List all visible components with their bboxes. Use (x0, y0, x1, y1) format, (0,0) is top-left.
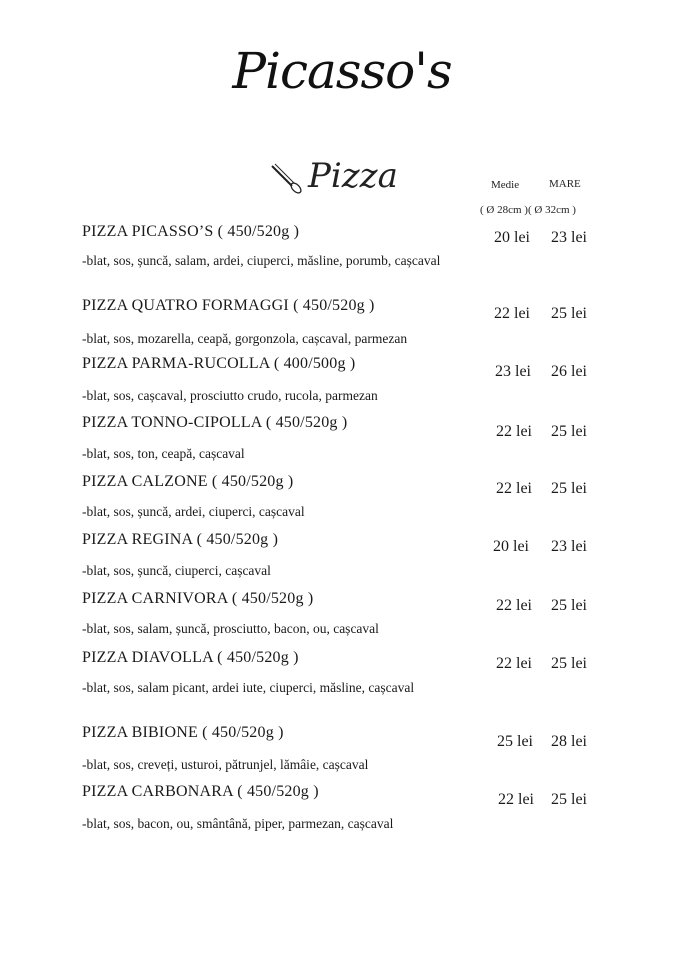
price-medium: 20 lei (494, 229, 530, 246)
pizza-name: PIZZA CARBONARA ( 450/520g ) (82, 783, 319, 800)
pizza-name: PIZZA DIAVOLLA ( 450/520g ) (82, 649, 299, 666)
price-large: 28 lei (551, 733, 587, 750)
pizza-ingredients: -blat, sos, șuncă, ciuperci, cașcaval (82, 563, 271, 578)
price-large: 25 lei (551, 791, 587, 808)
price-large: 25 lei (551, 423, 587, 440)
price-large: 26 lei (551, 363, 587, 380)
pizza-ingredients: -blat, sos, ton, ceapă, cașcaval (82, 446, 245, 461)
price-medium: 20 lei (493, 538, 529, 555)
section-header (270, 148, 398, 196)
price-medium: 22 lei (496, 597, 532, 614)
price-medium: 22 lei (494, 305, 530, 322)
pizza-ingredients: -blat, sos, salam picant, ardei iute, ciuperci, măsline, cașcaval (82, 680, 415, 695)
pizza-name: PIZZA PICASSO’S ( 450/520g ) (82, 223, 300, 240)
price-medium: 22 lei (496, 480, 532, 497)
pizza-name: PIZZA TONNO-CIPOLLA ( 450/520g ) (82, 414, 348, 431)
pizza-ingredients: -blat, sos, bacon, ou, smântână, piper, parmezan, cașcaval (82, 816, 394, 831)
price-medium: 22 lei (496, 423, 532, 440)
price-large: 25 lei (551, 597, 587, 614)
price-large: 23 lei (551, 229, 587, 246)
pizza-name: PIZZA PARMA-RUCOLLA ( 400/500g ) (82, 355, 356, 372)
price-large: 25 lei (551, 655, 587, 672)
pizza-ingredients: -blat, sos, creveți, usturoi, pătrunjel, lămâie, cașcaval (82, 757, 369, 772)
brand-title: Picasso's (232, 42, 452, 100)
price-medium: 22 lei (496, 655, 532, 672)
paintbrush-icon (270, 162, 304, 196)
price-medium: 25 lei (497, 733, 533, 750)
large-column-label: MARE (549, 178, 581, 190)
price-large: 23 lei (551, 538, 587, 555)
pizza-name: PIZZA CARNIVORA ( 450/520g ) (82, 590, 314, 607)
pizza-ingredients: -blat, sos, șuncă, ardei, ciuperci, cașcaval (82, 504, 305, 519)
pizza-ingredients: -blat, sos, cașcaval, prosciutto crudo, rucola, parmezan (82, 388, 378, 403)
pizza-name: PIZZA QUATRO FORMAGGI ( 450/520g ) (82, 297, 375, 314)
pizza-ingredients: -blat, sos, șuncă, salam, ardei, ciuperci, măsline, porumb, cașcaval (82, 253, 441, 268)
price-large: 25 lei (551, 305, 587, 322)
pizza-name: PIZZA CALZONE ( 450/520g ) (82, 473, 294, 490)
medium-column-label: Medie (491, 179, 520, 191)
pizza-name: PIZZA BIBIONE ( 450/520g ) (82, 724, 284, 741)
pizza-name: PIZZA REGINA ( 450/520g ) (82, 531, 279, 548)
price-medium: 23 lei (495, 363, 531, 380)
price-large: 25 lei (551, 480, 587, 497)
pizza-ingredients: -blat, sos, salam, șuncă, prosciutto, bacon, ou, cașcaval (82, 621, 379, 636)
section-title: Pizza (308, 156, 398, 196)
size-diameters: ( Ø 28cm )( Ø 32cm ) (480, 204, 576, 216)
pizza-ingredients: -blat, sos, mozarella, ceapă, gorgonzola, cașcaval, parmezan (82, 331, 408, 346)
price-medium: 22 lei (498, 791, 534, 808)
